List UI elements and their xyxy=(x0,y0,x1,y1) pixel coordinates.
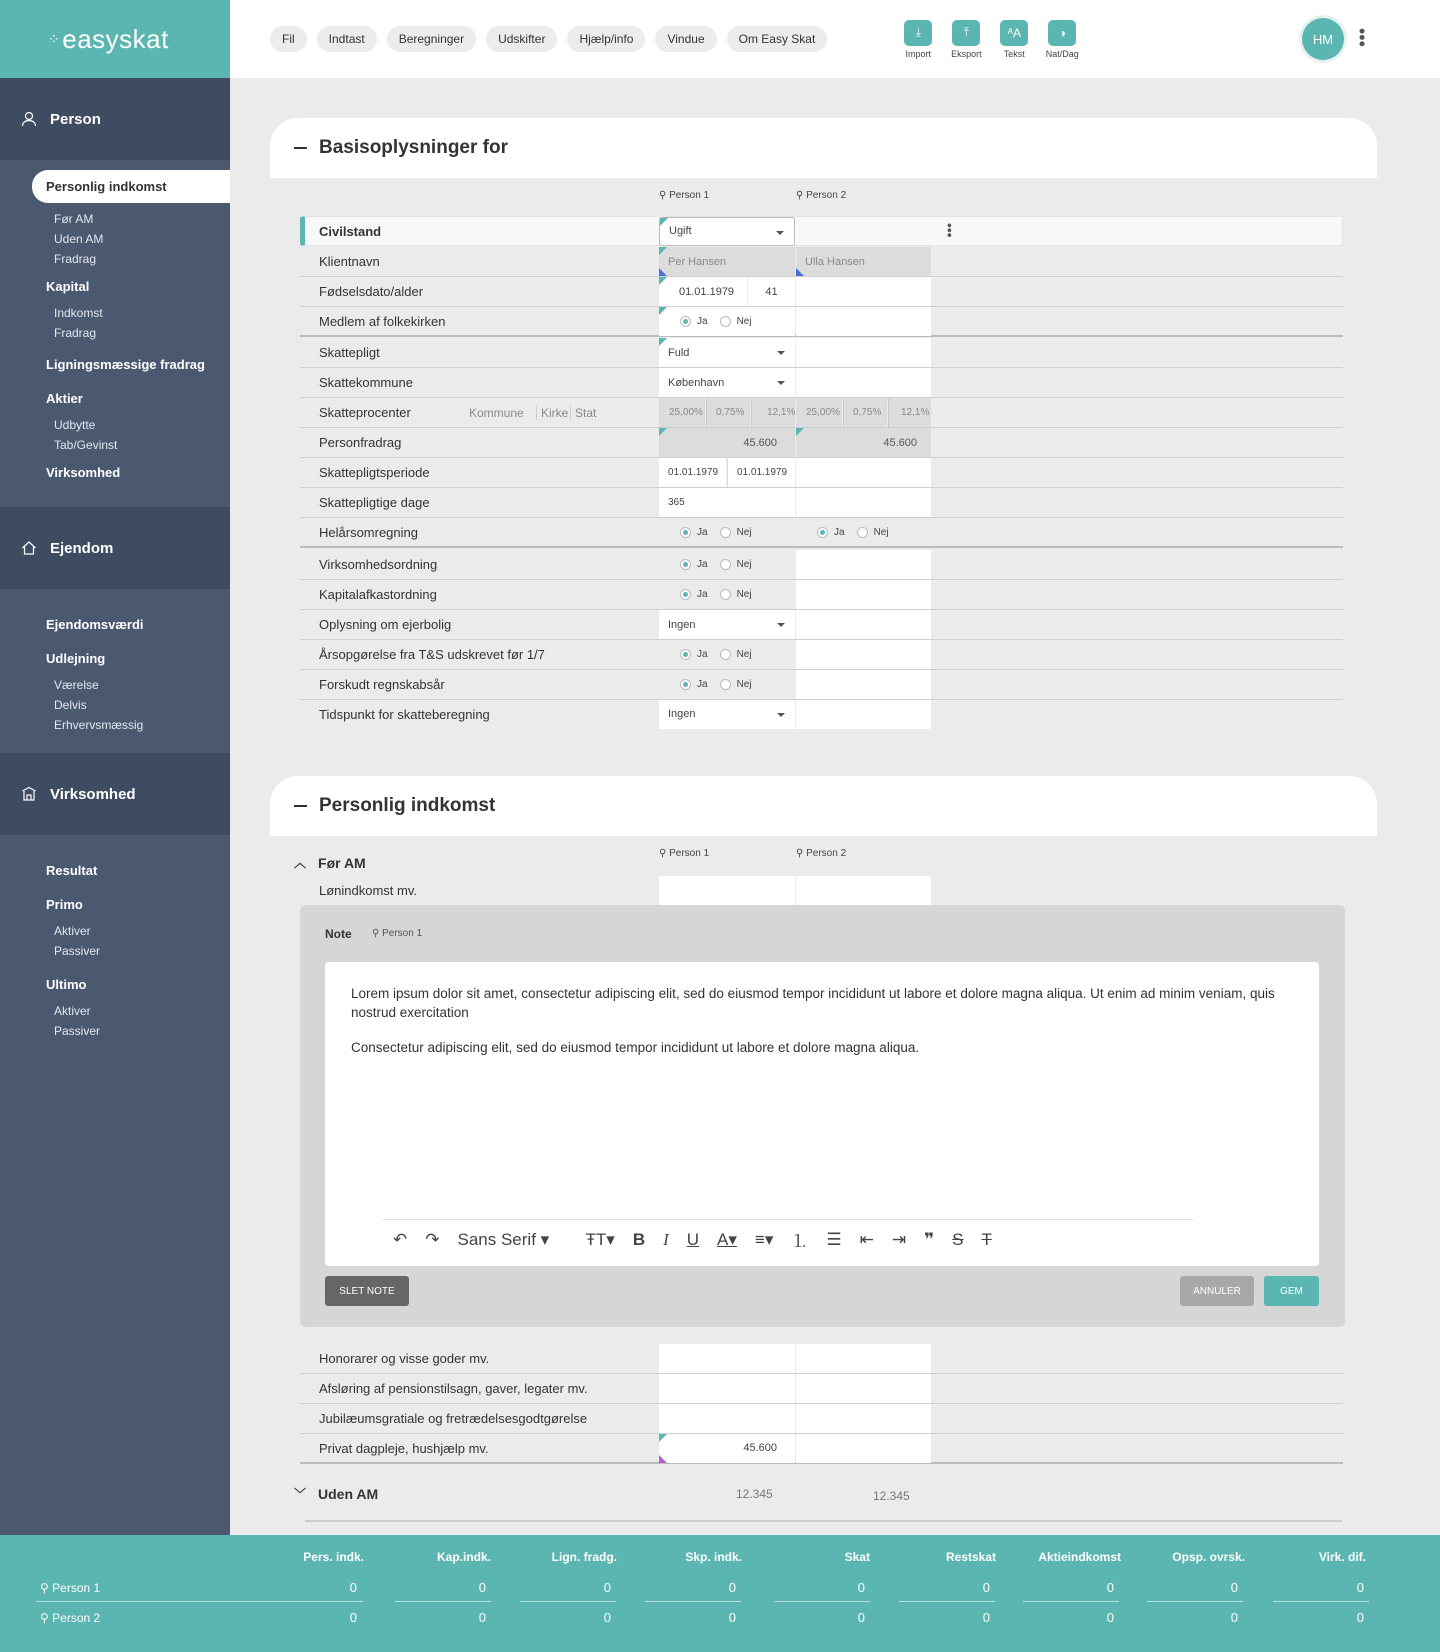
footer-header-pers: Pers. indk. xyxy=(303,1550,364,1564)
sidebar-sub-vaerelse[interactable]: Værelse xyxy=(54,678,99,692)
ejerbolig-p2[interactable] xyxy=(796,610,931,639)
skattekommune-p2[interactable] xyxy=(796,368,931,397)
nat-dag-button[interactable]: ◑ Nat/Dag xyxy=(1047,20,1077,59)
person-icon: ⚲ xyxy=(40,1611,49,1625)
menu-indtast[interactable]: Indtast xyxy=(317,26,377,52)
forskudt-p1 xyxy=(659,670,795,699)
radio-nej[interactable]: Nej xyxy=(720,527,752,538)
sidebar-item-resultat[interactable]: Resultat xyxy=(46,862,98,878)
clear-format-icon[interactable]: T xyxy=(981,1229,992,1249)
marker-icon xyxy=(659,268,667,276)
radio-ja[interactable]: Ja xyxy=(680,316,708,327)
row-lonindkomst: Lønindkomst mv. xyxy=(300,875,1343,905)
note-panel xyxy=(300,905,1345,1327)
row-aarsopgorelse: Årsopgørelse fra T&S udskrevet før 1/7 Ja Nej xyxy=(300,640,1343,670)
sidebar-sub-ultimo-passiver[interactable]: Passiver xyxy=(54,1024,101,1038)
collapse-icon[interactable] xyxy=(294,805,307,807)
footer-header-restskat: Restskat xyxy=(945,1550,996,1564)
jubilaeum-p1[interactable] xyxy=(659,1404,795,1433)
radio-nej[interactable]: Nej xyxy=(720,679,752,690)
procent-p2-kommune: 25,00% xyxy=(796,398,842,427)
footer-p1-skat: 0 xyxy=(857,1580,865,1595)
marker-icon xyxy=(659,247,667,255)
dagpleje-p1[interactable]: 45.600 xyxy=(659,1434,795,1463)
aarsopgorelse-p2[interactable] xyxy=(796,640,931,669)
radio-ja[interactable]: Ja xyxy=(680,527,708,538)
lon-p2[interactable] xyxy=(796,876,931,905)
row-klientnavn: Klientnavn Per Hansen Ulla Hansen xyxy=(300,247,1343,277)
folkekirken-p2[interactable] xyxy=(796,307,931,336)
footer-header-skp: Skp. indk. xyxy=(685,1550,742,1564)
radio-ja[interactable]: Ja xyxy=(817,527,845,538)
home-icon xyxy=(18,537,40,559)
redo-icon[interactable]: ↷ xyxy=(425,1229,440,1249)
sidebar-sub-uden-am[interactable]: Uden AM xyxy=(54,232,104,246)
marker-icon xyxy=(796,428,804,436)
indent-icon[interactable]: ⇥ xyxy=(891,1229,907,1249)
toolbar xyxy=(903,20,1077,59)
pension-p2[interactable] xyxy=(796,1374,931,1403)
footer-p2-skat: 0 xyxy=(857,1610,865,1625)
vso-p1 xyxy=(659,550,795,579)
more-menu-icon[interactable]: ••• xyxy=(1352,28,1372,47)
sidebar xyxy=(0,0,230,1535)
contrast-icon: ◑ xyxy=(1048,20,1076,46)
radio-nej[interactable]: Nej xyxy=(720,316,752,327)
logo-spark-icon: ⁘ xyxy=(48,30,61,47)
klientnavn-p2[interactable]: Ulla Hansen xyxy=(796,247,931,276)
radio-ja[interactable]: Ja xyxy=(680,589,708,600)
building-icon xyxy=(18,783,40,805)
sidebar-item-ultimo[interactable]: Ultimo xyxy=(46,976,87,992)
row-folkekirken: Medlem af folkekirken Ja Nej xyxy=(300,307,1343,337)
row-forskudt: Forskudt regnskabsår Ja Nej xyxy=(300,670,1343,700)
tidspunkt-select[interactable]: Ingen xyxy=(659,700,795,729)
skattepligt-p2[interactable] xyxy=(796,338,931,367)
marker-icon xyxy=(659,277,667,285)
menu-vindue[interactable]: Vindue xyxy=(655,26,716,52)
uden-am-p1: 12.345 xyxy=(736,1487,773,1501)
marker-icon xyxy=(659,307,667,315)
row-menu-icon[interactable]: ••• xyxy=(942,223,958,238)
tekst-button[interactable]: ᴬA Tekst xyxy=(999,20,1029,59)
pension-p1[interactable] xyxy=(659,1374,795,1403)
sidebar-section-ejendom[interactable]: Ejendom xyxy=(0,507,230,589)
sidebar-sub-udbytte[interactable]: Udbytte xyxy=(54,418,96,432)
honorarer-p2[interactable] xyxy=(796,1344,931,1373)
note-title: Note xyxy=(325,927,352,941)
editor-toolbar xyxy=(383,1219,1193,1259)
sidebar-sub-kapital-fradrag[interactable]: Fradrag xyxy=(54,326,97,340)
row-vso: Virksomhedsordning Ja Nej xyxy=(300,550,1343,580)
footer-header-kap: Kap.indk. xyxy=(436,1550,491,1564)
sidebar-item-aktier[interactable]: Aktier xyxy=(46,390,83,406)
text-size-icon[interactable]: ŦT▾ xyxy=(585,1229,615,1249)
row-pension: Afsløring af pensionstilsagn, gaver, legater mv. xyxy=(300,1374,1343,1404)
person2-header: ⚲ Person 2 xyxy=(796,848,847,859)
helaar-p2 xyxy=(796,518,931,547)
divider xyxy=(645,1601,741,1602)
person-icon xyxy=(18,108,40,130)
vso-p2[interactable] xyxy=(796,550,931,579)
for-am-toggle[interactable]: ︿ Før AM xyxy=(294,854,366,871)
text-color-icon[interactable]: A▾ xyxy=(717,1229,737,1249)
footer-p1-kap: 0 xyxy=(478,1580,486,1595)
menu-om[interactable]: Om Easy Skat xyxy=(727,26,828,52)
export-icon: ⤒ xyxy=(952,20,980,46)
radio-nej[interactable]: Nej xyxy=(720,559,752,570)
procent-header-kommune: Kommune xyxy=(469,405,524,420)
slet-note-button[interactable]: SLET NOTE xyxy=(325,1276,409,1306)
row-periode: Skattepligtsperiode 01.01.1979 01.01.1979 xyxy=(300,458,1343,488)
footer-header-opsp: Opsp. ovrsk. xyxy=(1172,1550,1245,1564)
footer-p2-rest: 0 xyxy=(982,1610,990,1625)
footer-p2-skp: 0 xyxy=(728,1610,736,1625)
footer-p2-lign: 0 xyxy=(603,1610,611,1625)
marker-icon xyxy=(659,338,667,346)
footer-p2-kap: 0 xyxy=(478,1610,486,1625)
person-icon: ⚲ xyxy=(40,1581,49,1595)
alder-value: 41 xyxy=(748,277,795,306)
note-editor[interactable] xyxy=(325,962,1319,1266)
procent-p1-kommune: 25,00% xyxy=(659,398,705,427)
sidebar-item-personlig-indkomst[interactable]: Personlig indkomst xyxy=(32,170,230,203)
footer-person1: ⚲ Person 1 xyxy=(40,1581,101,1595)
jubilaeum-p2[interactable] xyxy=(796,1404,931,1433)
divider xyxy=(305,1520,1342,1522)
row-ejerbolig: Oplysning om ejerbolig Ingen xyxy=(300,610,1343,640)
helaar-p1 xyxy=(659,518,795,547)
top-bar xyxy=(230,0,1440,78)
summary-footer xyxy=(0,1535,1440,1652)
chevron-down-icon: ﹀ xyxy=(294,1487,307,1501)
footer-p1-lign: 0 xyxy=(603,1580,611,1595)
footer-p1-rest: 0 xyxy=(982,1580,990,1595)
divider xyxy=(899,1601,995,1602)
dagpleje-p2[interactable] xyxy=(796,1434,931,1463)
row-dage: Skattepligtige dage 365 xyxy=(300,488,1343,518)
chevron-up-icon: ︿ xyxy=(294,856,307,870)
radio-ja[interactable]: Ja xyxy=(680,559,708,570)
tidspunkt-p2[interactable] xyxy=(796,700,931,729)
procent-header-kirke: Kirke xyxy=(536,406,568,420)
divider xyxy=(1273,1601,1369,1602)
divider xyxy=(395,1601,491,1602)
person-icon: ⚲ xyxy=(659,190,667,201)
uden-am-toggle[interactable]: ﹀ Uden AM xyxy=(294,1485,379,1502)
personfradrag-p1: 45.600 xyxy=(659,428,795,457)
import-button[interactable]: ⤓ Import xyxy=(903,20,933,59)
skattepligt-select[interactable]: Fuld xyxy=(659,338,795,367)
collapse-icon[interactable] xyxy=(294,147,307,149)
underline-icon[interactable]: U xyxy=(686,1229,700,1249)
row-kao: Kapitalafkastordning Ja Nej xyxy=(300,580,1343,610)
personfradrag-p2: 45.600 xyxy=(796,428,931,457)
footer-person2: ⚲ Person 2 xyxy=(40,1611,101,1625)
procent-p1-kirke: 0,75% xyxy=(706,398,750,427)
dage-input[interactable]: 365 xyxy=(659,488,795,517)
menu-hjaelp[interactable]: Hjælp/info xyxy=(567,26,645,52)
sidebar-section-person[interactable]: Person xyxy=(0,78,230,160)
folkekirken-p1 xyxy=(659,307,795,336)
row-jubilaeum: Jubilæumsgratiale og fretrædelsesgodtgørelse xyxy=(300,1404,1343,1434)
ordered-list-icon[interactable]: ⒈ xyxy=(791,1232,809,1251)
sidebar-item-virksomhed-person[interactable]: Virksomhed xyxy=(46,464,121,480)
person2-header: ⚲ Person 2 xyxy=(796,190,847,201)
procent-header-stat: Stat xyxy=(570,406,596,420)
footer-header-skat: Skat xyxy=(844,1550,870,1564)
text-size-icon: ᴬA xyxy=(1000,20,1028,46)
footer-p2-pers: 0 xyxy=(349,1610,357,1625)
gem-button[interactable]: GEM xyxy=(1264,1276,1319,1306)
divider xyxy=(36,1601,363,1602)
basis-header[interactable]: Basisoplysninger for xyxy=(270,118,1377,178)
note-text[interactable]: Lorem ipsum dolor sit amet, consectetur adipiscing elit, sed do eiusmod tempor incididunt ut labore et dolore magna aliqua. Ut enim ad minim veniam, quis nostrud exercitation Consectetur adipiscing elit, sed do eiusmod tempor incididunt ut labore et dolore magna aliqua. xyxy=(351,986,1275,1055)
font-select[interactable]: Sans Serif ▾ xyxy=(457,1229,550,1249)
aarsopgorelse-p1 xyxy=(659,640,795,669)
sidebar-item-kapital[interactable]: Kapital xyxy=(46,278,90,294)
procent-p1-stat: 12,1% xyxy=(751,398,795,427)
divider xyxy=(520,1601,616,1602)
person-icon: ⚲ xyxy=(372,928,380,939)
footer-header-lign: Lign. fradg. xyxy=(551,1550,617,1564)
bold-icon[interactable]: B xyxy=(632,1229,646,1249)
footer-header-virk: Virk. dif. xyxy=(1318,1550,1366,1564)
person1-header: ⚲ Person 1 xyxy=(659,190,710,201)
sidebar-sub-fradrag[interactable]: Fradrag xyxy=(54,252,97,266)
marker-icon xyxy=(796,268,804,276)
row-dagpleje: Privat dagpleje, hushjælp mv. 45.600 xyxy=(300,1434,1343,1464)
basis-card xyxy=(270,118,1377,738)
sidebar-sub-tab-gevinst[interactable]: Tab/Gevinst xyxy=(54,438,118,452)
dage-p2[interactable] xyxy=(796,488,931,517)
sidebar-sub-indkomst[interactable]: Indkomst xyxy=(54,306,103,320)
sidebar-sub-ultimo-aktiver[interactable]: Aktiver xyxy=(54,1004,91,1018)
fodselsdato-p2[interactable] xyxy=(796,277,931,306)
sidebar-item-primo[interactable]: Primo xyxy=(46,896,83,912)
marker-icon xyxy=(659,1455,667,1463)
ejerbolig-select[interactable]: Ingen xyxy=(659,610,795,639)
sidebar-sub-erhverv[interactable]: Erhvervsmæssig xyxy=(54,718,144,732)
radio-nej[interactable]: Nej xyxy=(720,589,752,600)
fodselsdato-input[interactable]: 01.01.1979 xyxy=(659,277,747,306)
row-skattepligt: Skattepligt Fuld xyxy=(300,338,1343,368)
person-icon: ⚲ xyxy=(659,848,667,859)
align-icon[interactable]: ≡▾ xyxy=(754,1229,774,1249)
marker-icon xyxy=(660,218,668,226)
import-icon: ⤓ xyxy=(904,20,932,46)
sidebar-item-lign[interactable]: Ligningsmæssige fradrag xyxy=(46,356,205,372)
sidebar-sub-delvis[interactable]: Delvis xyxy=(54,698,87,712)
undo-icon[interactable]: ↶ xyxy=(393,1229,408,1249)
kao-p1 xyxy=(659,580,795,609)
person1-header: ⚲ Person 1 xyxy=(659,848,710,859)
eksport-button[interactable]: ⤒ Eksport xyxy=(951,20,981,59)
procent-p2-kirke: 0,75% xyxy=(843,398,887,427)
klientnavn-p1[interactable]: Per Hansen xyxy=(659,247,795,276)
skattekommune-select[interactable]: København xyxy=(659,368,795,397)
divider xyxy=(1023,1601,1119,1602)
procent-p2-stat: 12,1% xyxy=(888,398,931,427)
logo[interactable]: ⁘ easyskat xyxy=(0,0,230,78)
annuller-button[interactable]: ANNULER xyxy=(1180,1276,1254,1306)
lon-p1[interactable] xyxy=(659,876,795,905)
footer-header-aktie: Aktieindkomst xyxy=(1038,1550,1121,1564)
radio-ja[interactable]: Ja xyxy=(680,649,708,660)
bullet-list-icon[interactable]: ☰ xyxy=(826,1229,842,1249)
row-skatteprocenter: Skatteprocenter Kommune Kirke Stat 25,00% 0,75% 12,1% 25,00% 0,75% 12,1% xyxy=(300,398,1343,428)
marker-icon xyxy=(659,1434,667,1442)
person-icon: ⚲ xyxy=(796,190,804,201)
sidebar-sub-primo-passiver[interactable]: Passiver xyxy=(54,944,101,958)
outdent-icon[interactable]: ⇤ xyxy=(859,1229,874,1249)
divider xyxy=(1147,1601,1243,1602)
uden-am-p2: 12.345 xyxy=(873,1489,910,1503)
radio-ja[interactable]: Ja xyxy=(680,679,708,690)
sidebar-sub-primo-aktiver[interactable]: Aktiver xyxy=(54,924,91,938)
row-civilstand: Civilstand Ugift ••• xyxy=(300,216,1343,246)
marker-icon xyxy=(659,428,667,436)
footer-p1-skp: 0 xyxy=(728,1580,736,1595)
row-personfradrag: Personfradrag 45.600 45.600 xyxy=(300,428,1343,458)
menu-udskifter[interactable]: Udskifter xyxy=(486,26,557,52)
row-helaar: Helårsomregning Ja Nej Ja Nej xyxy=(300,518,1343,548)
avatar[interactable]: HM xyxy=(1302,18,1344,60)
civilstand-select[interactable]: Ugift xyxy=(659,217,795,246)
sidebar-sub-for-am[interactable]: Før AM xyxy=(54,212,94,226)
footer-p1-aktie: 0 xyxy=(1106,1580,1114,1595)
footer-p1-opsp: 0 xyxy=(1230,1580,1238,1595)
indkomst-header[interactable]: Personlig indkomst xyxy=(270,776,1377,836)
row-honorarer: Honorarer og visse goder mv. xyxy=(300,1344,1343,1374)
row-tidspunkt: Tidspunkt for skatteberegning Ingen xyxy=(300,699,1343,729)
radio-nej[interactable]: Nej xyxy=(857,527,889,538)
footer-p1-virk: 0 xyxy=(1356,1580,1364,1595)
footer-p2-opsp: 0 xyxy=(1230,1610,1238,1625)
row-skattekommune: Skattekommune København xyxy=(300,368,1343,398)
menu-fil[interactable]: Fil xyxy=(270,26,307,52)
radio-nej[interactable]: Nej xyxy=(720,649,752,660)
row-fodselsdato: Fødselsdato/alder 01.01.1979 41 xyxy=(300,277,1343,307)
forskudt-p2[interactable] xyxy=(796,670,931,699)
sidebar-item-ejendomsvaerdi[interactable]: Ejendomsværdi xyxy=(46,616,144,632)
quote-icon[interactable]: ❞ xyxy=(924,1229,935,1249)
menu-beregninger[interactable]: Beregninger xyxy=(387,26,476,52)
footer-p2-virk: 0 xyxy=(1356,1610,1364,1625)
honorarer-p1[interactable] xyxy=(659,1344,795,1373)
sidebar-item-udlejning[interactable]: Udlejning xyxy=(46,650,106,666)
main-menu xyxy=(270,26,827,52)
footer-p1-pers: 0 xyxy=(349,1580,357,1595)
sidebar-section-virksomhed[interactable]: Virksomhed xyxy=(0,753,230,835)
periode-fra-input[interactable]: 01.01.1979 xyxy=(659,458,726,487)
strikethrough-icon[interactable]: S xyxy=(952,1229,964,1249)
note-person: ⚲ Person 1 xyxy=(372,928,423,939)
person-icon: ⚲ xyxy=(796,848,804,859)
periode-til-input[interactable]: 01.01.1979 xyxy=(727,458,795,487)
divider xyxy=(774,1601,870,1602)
italic-icon[interactable]: I xyxy=(663,1229,669,1249)
periode-p2[interactable] xyxy=(796,458,931,487)
footer-p2-aktie: 0 xyxy=(1106,1610,1114,1625)
kao-p2[interactable] xyxy=(796,580,931,609)
